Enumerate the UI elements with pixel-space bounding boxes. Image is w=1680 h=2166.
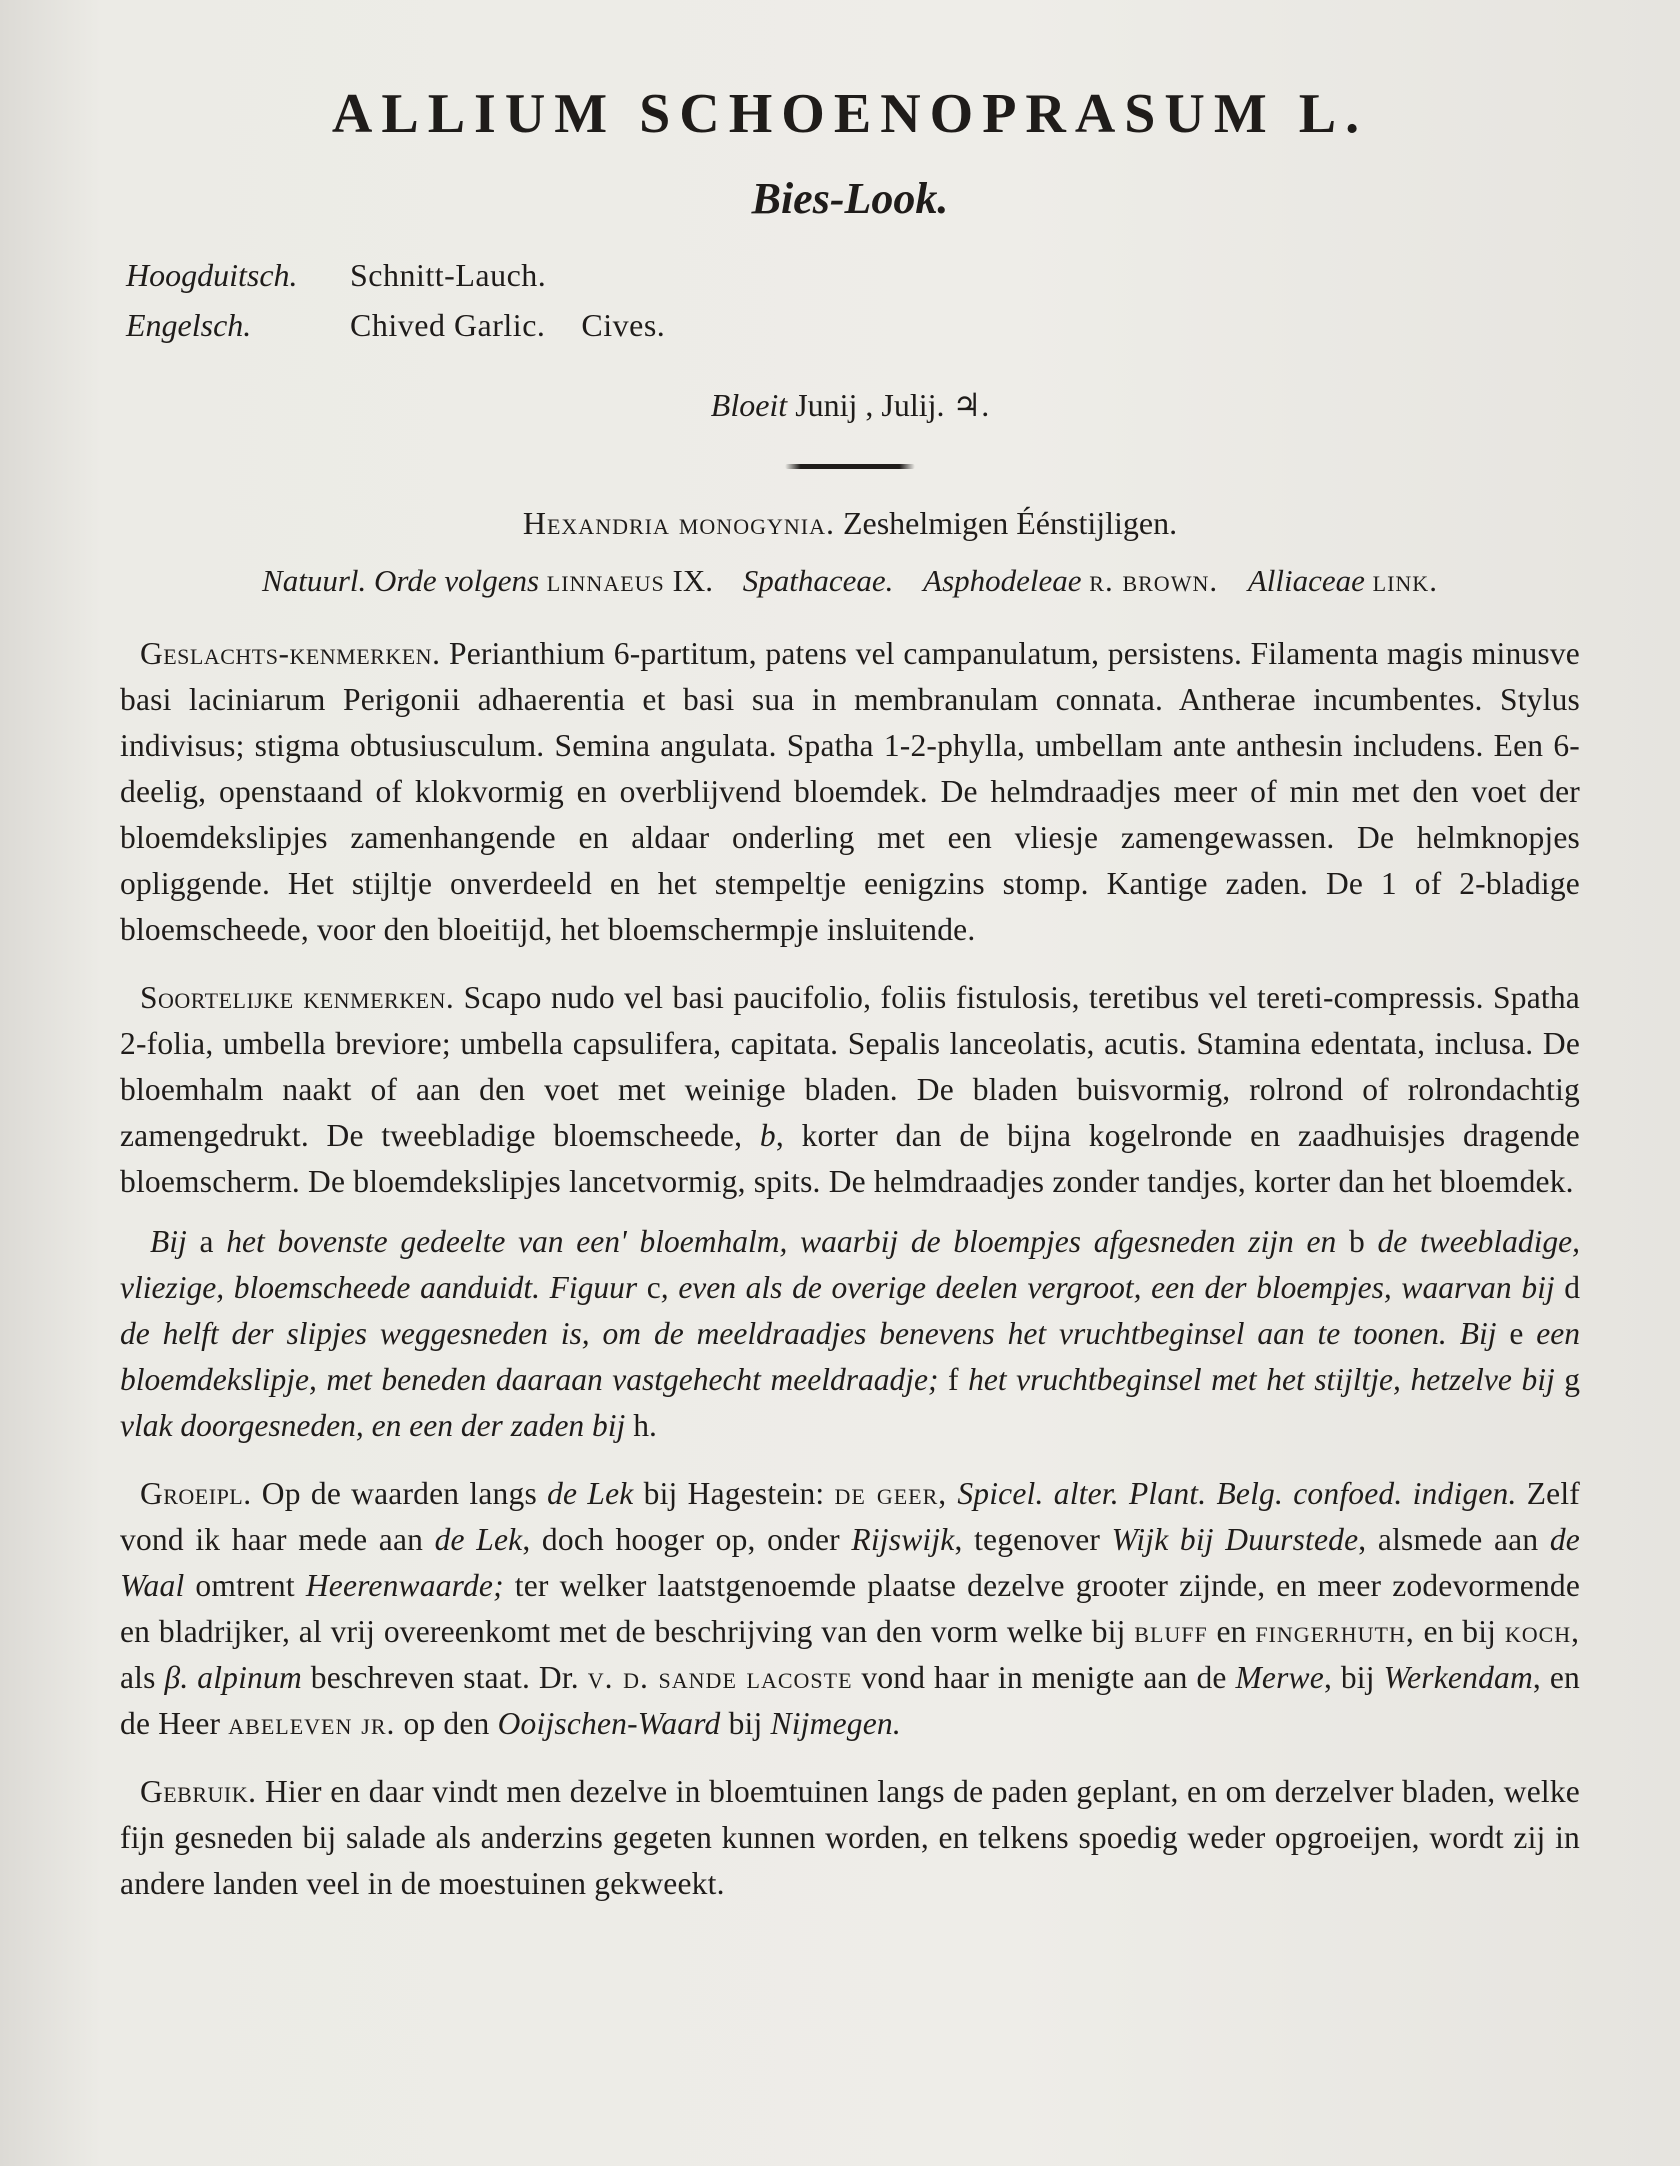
author-name: koch, [1504, 1614, 1581, 1649]
section-text: , alsmede aan [1358, 1522, 1539, 1557]
place-name: Ooijschen-Waard [497, 1706, 721, 1741]
variety-name: β. alpinum [164, 1660, 302, 1695]
figure-letter: b [1348, 1224, 1365, 1259]
author-name: linnaeus [546, 563, 665, 598]
reference-title: Spicel. alter. Plant. Belg. confoed. indigen. [957, 1476, 1517, 1511]
section-text: , bij [1323, 1660, 1375, 1695]
section-text: ter welker laatstgenoemde plaatse dezelve grooter zijnde, en meer zodevormende en bladrijker, al vrij overeenkomt met de beschrijving van den vorm welke bij [120, 1568, 1581, 1649]
order-name: Alliaceae [1247, 563, 1365, 598]
common-name-row [126, 300, 1580, 350]
section-text: vond haar in menigte aan de [861, 1660, 1227, 1695]
common-names [126, 250, 1580, 350]
figure-letter: d [1564, 1270, 1581, 1305]
common-name: Cives. [581, 307, 666, 343]
page-title: ALLIUM SCHOENOPRASUM L. [331, 83, 1369, 145]
section-text: en [1216, 1614, 1247, 1649]
section-text: als [120, 1660, 156, 1695]
author-name: bluff [1134, 1614, 1208, 1649]
common-name: Chived Garlic. [350, 307, 546, 343]
figure-text: vlak doorgesneden, en een der zaden bij [120, 1408, 626, 1443]
natural-order [120, 557, 1580, 605]
flowering-months: Junij , Julij. ♃. [795, 387, 990, 423]
section-text: en bij [1423, 1614, 1497, 1649]
figure-letter: f [948, 1362, 959, 1397]
ornamental-divider [785, 464, 915, 469]
section-text: , doch hooger op, onder [522, 1522, 840, 1557]
order-name: Asphodeleae [923, 563, 1082, 598]
place-name: Rijswijk [851, 1522, 955, 1557]
usage [120, 1769, 1580, 1907]
author-name: link. [1372, 563, 1438, 598]
order-label: Natuurl. Orde volgens [262, 563, 540, 598]
language-label: Engelsch. [126, 307, 252, 343]
section-heading: Soortelijke kenmerken. [140, 980, 455, 1015]
section-text: , en de Heer [120, 1660, 1580, 1741]
place-name: Werkendam [1383, 1660, 1533, 1695]
place-name: de Waal [120, 1522, 1580, 1603]
figure-text: de helft der slipjes weggesneden is, om de meeldraadjes benevens het vruchtbeginsel aan te toonen. Bij [120, 1316, 1497, 1351]
section-text: Perianthium 6-partitum, patens vel campanulatum, persistens. Filamenta magis minusve basi laciniarum Perigonii adhaerentia et basi sua in membranulam connata. Antherae incumbentes. Stylus indivisus; stigma obtusiusculum. Semina angulata. Spatha 1-2-phylla, umbellam ante anthesin includens. Een 6-deelig, openstaand of klokvormig en overblijvend bloemdek. De helmdraadjes meer of min met den voet der bloemdekslipjes zamenhangende en aldaar onderling met een vliesje zamengewassen. De helmknopjes opliggende. Het stijltje onverdeeld en het stempeltje eenigzins stomp. Kantige zaden. De 1 of 2-bladige bloemscheede, voor den bloeitijd, het bloemschermpje insluitende. [120, 636, 1580, 947]
section-text: , korter dan de bijna kogelronde en zaadhuisjes dragende bloemscherm. De bloemdekslipjes lancetvormig, spits. De helmdraadjes zonder tandjes, korter dan het bloemdek. [120, 1118, 1580, 1199]
figure-text: het bovenste gedeelte van een' bloemhalm, waarbij de bloempjes afgesneden zijn en [226, 1224, 1337, 1259]
place-name: Nijmegen. [770, 1706, 901, 1741]
classification-dutch: Zeshelmigen Éénstijligen. [842, 505, 1178, 541]
author-name: fingerhuth, [1255, 1614, 1415, 1649]
figure-text: , even als de overige deelen vergroot, een der bloempjes, waarvan bij [660, 1270, 1555, 1305]
section-text: Scapo nudo vel basi paucifolio, foliis fistulosis, teretibus vel tereti-compressis. Spatha 2-folia, umbella breviore; umbella capsulifera, capitata. Sepalis lanceolatis, acutis. Stamina edentata, inclusa. De bloemhalm naakt of aan den voet met weinige bladen. De bladen buisvormig, rolrond of rolrondachtig zamengedrukt. De tweebladige bloemscheede, [120, 980, 1580, 1153]
language-label: Hoogduitsch. [126, 257, 298, 293]
species-characteristics [120, 975, 1580, 1205]
section-text: Zelf vond ik haar mede aan [120, 1476, 1580, 1557]
section-heading: Gebruik. [140, 1774, 257, 1809]
figure-letter: a [199, 1224, 214, 1259]
figure-letter: b [759, 1118, 776, 1153]
author-name: r. brown. [1089, 563, 1219, 598]
author-name: abeleven jr. [228, 1706, 396, 1741]
place-name: de Lek [434, 1522, 523, 1557]
section-text: op den [403, 1706, 490, 1741]
figure-letter: h. [633, 1408, 657, 1443]
classification-latin: Hexandria monogynia. [522, 505, 835, 541]
author-name: v. d. sande lacoste [587, 1660, 853, 1695]
genus-characteristics [120, 631, 1580, 953]
figure-explanation [120, 1219, 1580, 1449]
flowering-time [120, 380, 1580, 430]
section-text: bij [728, 1706, 763, 1741]
section-text: Op de waarden langs [261, 1476, 537, 1511]
section-text: , tegenover [954, 1522, 1101, 1557]
author-name: de geer, [834, 1476, 948, 1511]
figure-text: een bloemdekslipje, met beneden daaraan vastgehecht meeldraadje; [120, 1316, 1581, 1397]
section-text: omtrent [195, 1568, 295, 1603]
common-name-row [126, 250, 1580, 300]
figure-letter: g [1564, 1362, 1581, 1397]
place-name: Merwe [1235, 1660, 1324, 1695]
flowering-label: Bloeit [710, 387, 788, 423]
section-text: bij Hagestein: [643, 1476, 825, 1511]
figure-text: het vruchtbeginsel met het stijltje, hetzelve bij [968, 1362, 1555, 1397]
figure-text: de tweebladige, vliezige, bloemscheede aanduidt. Figuur [120, 1224, 1581, 1305]
order-number: IX. [672, 563, 713, 598]
figure-text: Bij [150, 1224, 187, 1259]
page-subtitle: Bies-Look. [751, 174, 949, 223]
figure-letter: c [646, 1270, 661, 1305]
section-text: Hier en daar vindt men dezelve in bloemtuinen langs de paden geplant, en om derzelver bladen, welke fijn gesneden bij salade als anderzins gegeten kunnen worden, en telkens spoedig weder opgroeijen, wordt zij in andere landen veel in de moestuinen gekweekt. [120, 1774, 1580, 1901]
section-heading: Geslachts-kenmerken. [140, 636, 441, 671]
order-name: Spathaceae. [742, 563, 894, 598]
section-text: beschreven staat. Dr. [310, 1660, 579, 1695]
place-name: Heerenwaarde; [305, 1568, 504, 1603]
place-name: de Lek [547, 1476, 634, 1511]
classification [120, 499, 1580, 547]
section-heading: Groeipl. [140, 1476, 252, 1511]
figure-letter: e [1509, 1316, 1524, 1351]
common-name: Schnitt-Lauch. [350, 257, 547, 293]
place-name: Wijk bij Duurstede [1111, 1522, 1359, 1557]
habitat [120, 1471, 1580, 1747]
